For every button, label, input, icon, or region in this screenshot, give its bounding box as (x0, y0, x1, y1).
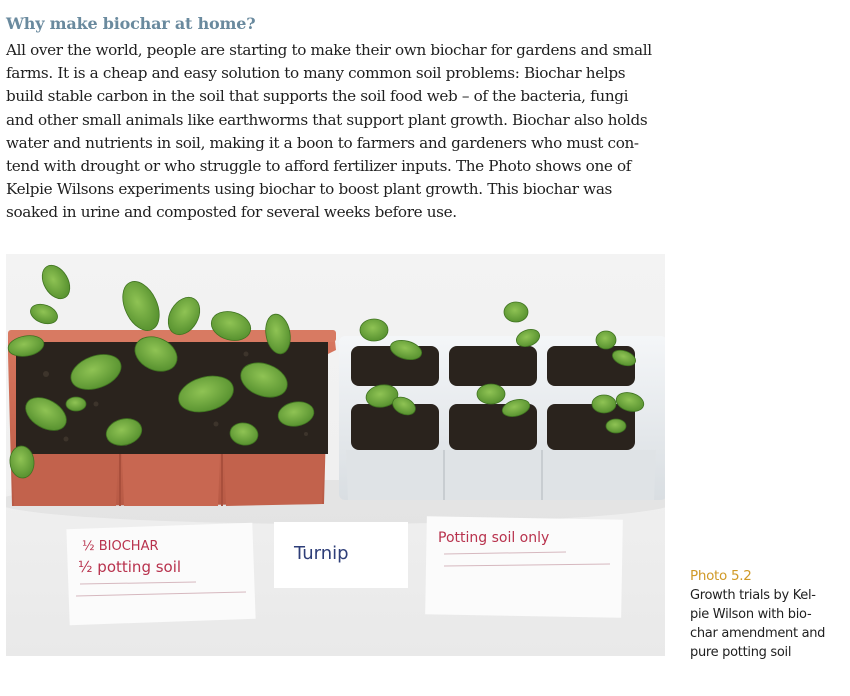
seedling-photo (6, 254, 665, 656)
label-center: Turnip (294, 543, 349, 564)
body-line: tend with drought or who struggle to afford fertilizer inputs. The Photo shows one of (6, 157, 632, 176)
caption-line: pie Wilson with bio- (690, 607, 812, 622)
label-card-right (425, 516, 623, 617)
caption-line: pure potting soil (690, 645, 792, 660)
body-line: Kelpie Wilsons experiments using biochar to boost plant growth. This biochar was (6, 180, 612, 199)
body-paragraph (6, 39, 666, 225)
seedling-photo-illustration (6, 254, 665, 656)
label-card-center (274, 522, 408, 588)
label-card-left (66, 523, 255, 625)
label-right: Potting soil only (438, 530, 550, 546)
label-left-line2: ½ potting soil (78, 558, 182, 576)
caption-title: Photo 5.2 (690, 568, 752, 584)
body-line: All over the world, people are starting to make their own biochar for gardens and small (6, 41, 652, 59)
photo-caption (690, 567, 840, 662)
caption-line: Growth trials by Kel- (690, 588, 816, 603)
body-line: water and nutrients in soil, making it a boon to farmers and gardeners who must con- (6, 133, 639, 152)
body-line: and other small animals like earthworms that support plant growth. Biochar also holds (6, 110, 648, 129)
body-line: farms. It is a cheap and easy solution to many common soil problems: Biochar helps (6, 64, 626, 83)
caption-line: char amendment and (690, 626, 826, 641)
body-line: build stable carbon in the soil that supports the soil food web – of the bacteria, fungi (6, 87, 629, 106)
label-left-line1: ½ BIOCHAR (82, 539, 159, 554)
section-heading: Why make biochar at home? (6, 14, 256, 33)
body-line: soaked in urine and composted for several weeks before use. (6, 203, 457, 222)
